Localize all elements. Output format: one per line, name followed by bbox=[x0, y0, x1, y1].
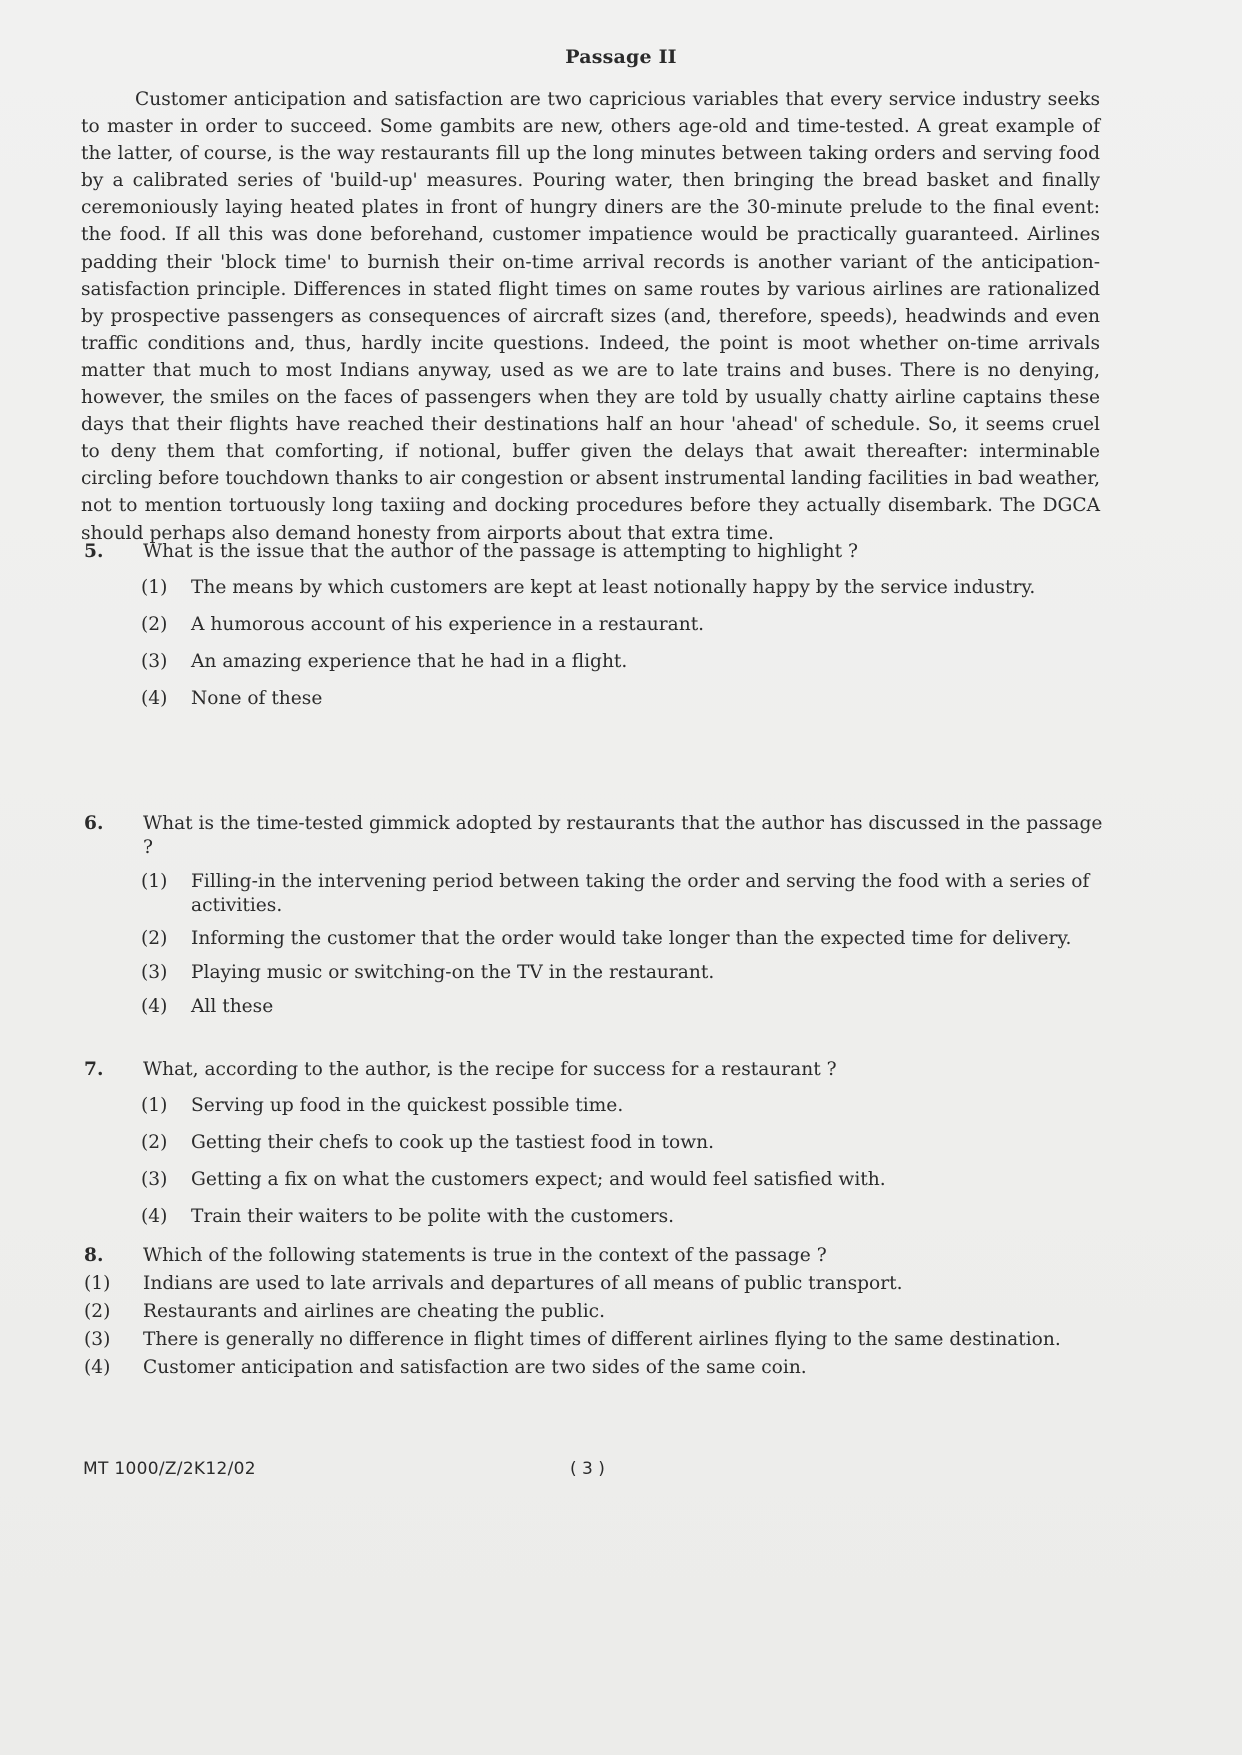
question-text: What, according to the author, is the recipe for success for a restaurant ? bbox=[143, 1059, 837, 1080]
option-number: (4) bbox=[141, 1206, 168, 1227]
option-number: (1) bbox=[141, 871, 168, 892]
option bbox=[84, 1300, 1104, 1324]
option-text: Informing the customer that the order would take longer than the expected time for delivery. bbox=[191, 928, 1072, 949]
option-number: (4) bbox=[84, 1357, 111, 1378]
option-text: None of these bbox=[191, 688, 323, 709]
option-number: (3) bbox=[141, 1169, 168, 1190]
option-number: (1) bbox=[84, 1273, 111, 1294]
passage-title: Passage II bbox=[565, 46, 677, 68]
option bbox=[84, 1272, 1104, 1296]
question-6 bbox=[84, 812, 1104, 1032]
option bbox=[84, 650, 1104, 674]
option-number: (4) bbox=[141, 688, 168, 709]
option-number: (2) bbox=[141, 614, 168, 635]
option-text: All these bbox=[191, 996, 274, 1017]
question-7 bbox=[84, 1058, 1104, 1235]
option-text: An amazing experience that he had in a flight. bbox=[191, 651, 628, 672]
option-number: (2) bbox=[84, 1301, 111, 1322]
option-number: (1) bbox=[141, 1095, 168, 1116]
question-text: Which of the following statements is true in the context of the passage ? bbox=[143, 1245, 827, 1266]
option-number: (4) bbox=[141, 996, 168, 1017]
question-number: 6. bbox=[84, 813, 104, 834]
option-text: There is generally no difference in flight times of different airlines flying to the same destination. bbox=[143, 1329, 1061, 1350]
option-text: Restaurants and airlines are cheating the public. bbox=[143, 1301, 606, 1322]
option bbox=[84, 1131, 1104, 1155]
option-text: Getting a fix on what the customers expect; and would feel satisfied with. bbox=[191, 1169, 886, 1190]
option-text: Getting their chefs to cook up the tastiest food in town. bbox=[191, 1132, 714, 1153]
option bbox=[84, 870, 1104, 918]
option-text: Serving up food in the quickest possible time. bbox=[191, 1095, 624, 1116]
option bbox=[84, 576, 1104, 600]
option-number: (3) bbox=[141, 651, 168, 672]
question-text: What is the issue that the author of the passage is attempting to highlight ? bbox=[143, 541, 859, 562]
option-text: Customer anticipation and satisfaction are two sides of the same coin. bbox=[143, 1357, 807, 1378]
option-text: Playing music or switching-on the TV in the restaurant. bbox=[191, 962, 715, 983]
option-text: A humorous account of his experience in a restaurant. bbox=[191, 614, 705, 635]
option-number: (3) bbox=[141, 962, 168, 983]
question-number: 7. bbox=[84, 1059, 104, 1080]
option bbox=[84, 995, 1104, 1019]
option-text: Train their waiters to be polite with the customers. bbox=[191, 1206, 675, 1227]
option-number: (2) bbox=[141, 1132, 168, 1153]
passage-text: Customer anticipation and satisfaction are two capricious variables that every service industry seeks to master in order to succeed. Some gambits are new, others age-old and time-tested. A great example of the latter, of course, is the way restaurants fill up the long minutes between taking orders and serving food by a calibrated series of 'build-up' measures. Pouring water, then bringing the bread basket and finally ceremoniously laying heated plates in front of hungry diners are the 30-minute prelude to the final event: the food. If all this was done beforehand, customer impatience would be practically guaranteed. Airlines padding their 'block time' to burnish their on-time arrival records is another variant of the anticipation-satisfaction principle. Differences in stated flight times on same routes by various airlines are rationalized by prospective passengers as consequences of aircraft sizes (and, therefore, speeds), headwinds and even traffic conditions and, thus, hardly incite questions. Indeed, the point is moot whether on-time arrivals matter that much to most Indians anyway, used as we are to late trains and buses. There is no denying, however, the smiles on the faces of passengers when they are told by usually chatty airline captains these days that their flights have reached their destinations half an hour 'ahead' of schedule. So, it seems cruel to deny them that comforting, if notional, buffer given the delays that await thereafter: interminable circling before touchdown thanks to air congestion or absent instrumental landing facilities in bad weather, not to mention tortuously long taxiing and docking procedures before they actually disembark. The DGCA should perhaps also demand honesty from airports about that extra time. bbox=[81, 89, 1100, 544]
option bbox=[84, 687, 1104, 711]
page-number: ( 3 ) bbox=[570, 1459, 605, 1479]
option bbox=[84, 961, 1104, 985]
paper-code: MT 1000/Z/2K12/02 bbox=[83, 1459, 256, 1479]
option-number: (1) bbox=[141, 577, 168, 598]
option-text: The means by which customers are kept at least notionally happy by the service industry. bbox=[191, 577, 1036, 598]
option bbox=[84, 1205, 1104, 1229]
option-number: (2) bbox=[141, 928, 168, 949]
question-8 bbox=[84, 1244, 1104, 1393]
option bbox=[84, 1094, 1104, 1118]
question-5 bbox=[84, 540, 1104, 724]
option-number: (3) bbox=[84, 1329, 111, 1350]
question-number: 8. bbox=[84, 1245, 104, 1266]
option bbox=[84, 1168, 1104, 1192]
option bbox=[84, 927, 1104, 951]
question-number: 5. bbox=[84, 541, 104, 562]
option bbox=[84, 613, 1104, 637]
option-text: Indians are used to late arrivals and departures of all means of public transport. bbox=[143, 1273, 903, 1294]
question-text: What is the time-tested gimmick adopted by restaurants that the author has discussed in the passage ? bbox=[143, 813, 1103, 858]
option bbox=[84, 1328, 1104, 1352]
option bbox=[84, 1356, 1104, 1380]
option-text: Filling-in the intervening period between taking the order and serving the food with a series of activities. bbox=[191, 871, 1090, 916]
